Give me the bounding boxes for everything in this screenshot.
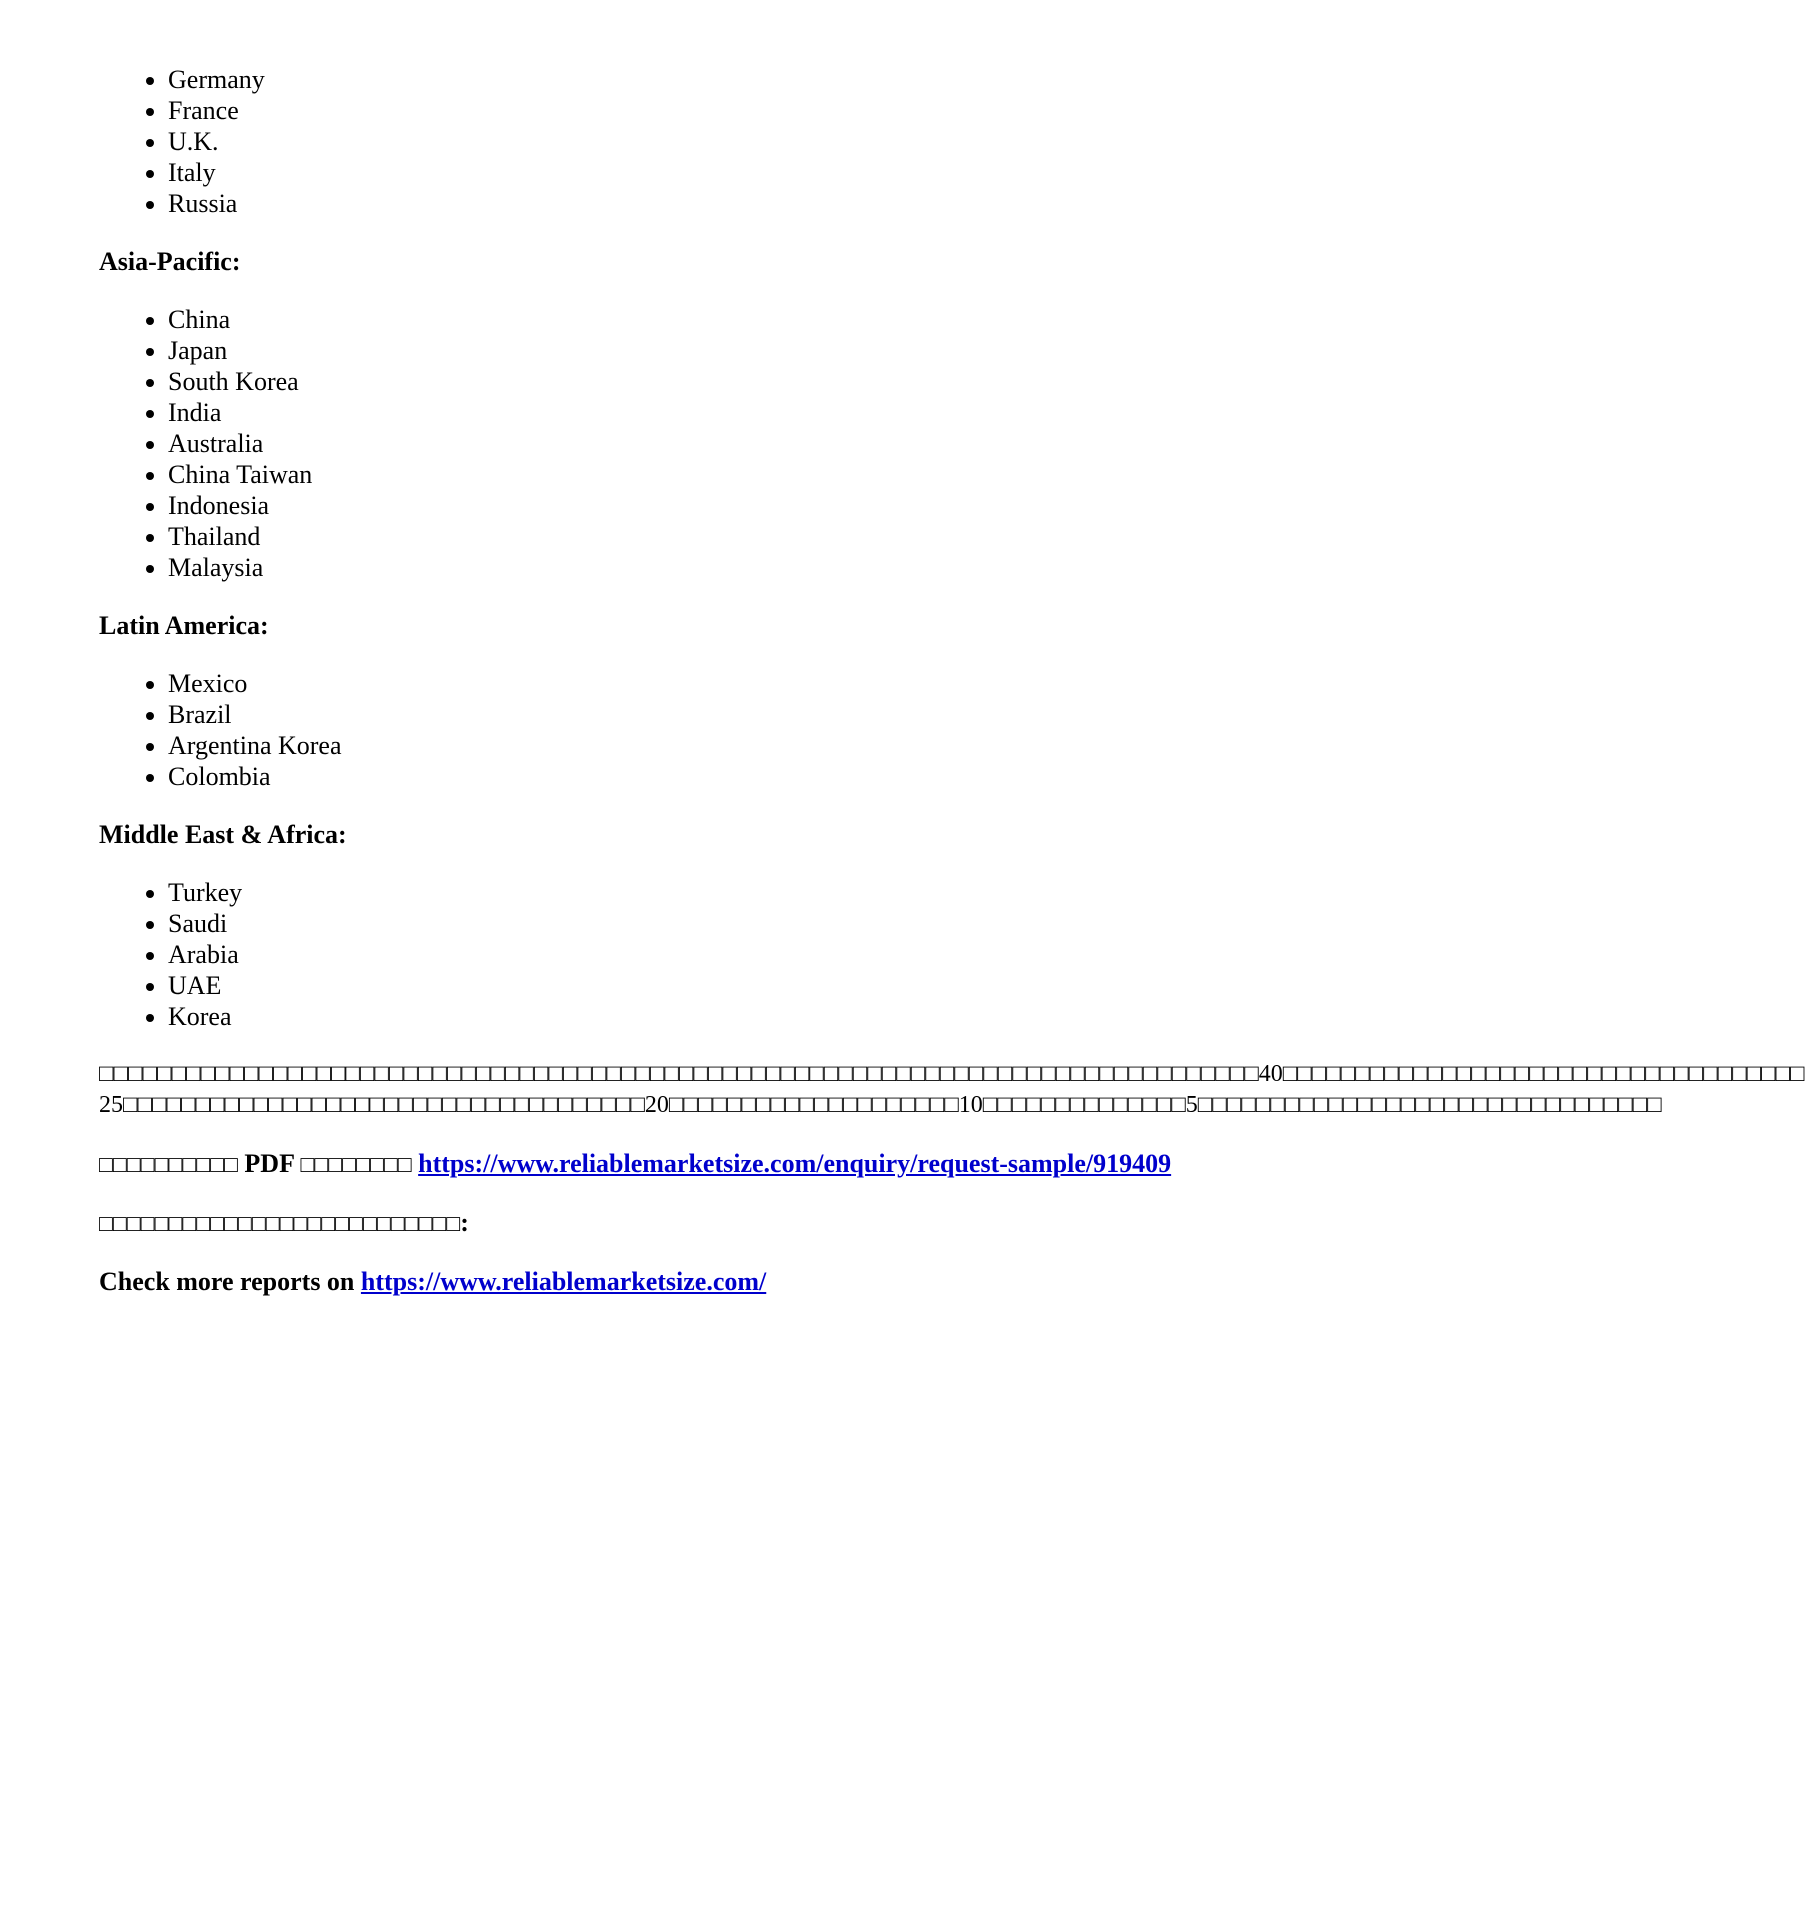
list-item: • U.K. <box>168 126 1269 157</box>
list-item: • Turkey <box>168 877 1269 908</box>
latin-america-heading: Latin America: <box>99 611 269 640</box>
paragraph-line: □□□□□□□□□□□□□□□□□□□□□□□□□□□□□□□□□□□□□□□□□□□□□□□□□□□□□□□□□□□□□□□□□□□□□□□□□□□□□□□□40□□□□□□□□□□□□□□□□□□□□□□□□□□□□□□□□□□□□ <box>99 1061 1805 1087</box>
sample-request-prefix: □□□□□□□□□□ <box>99 1152 238 1177</box>
list-item: • Malaysia <box>168 552 1269 583</box>
middle-east-africa-country-list <box>99 877 1269 1032</box>
list-item: • Arabia <box>168 939 1269 970</box>
list-item: • Indonesia <box>168 490 1269 521</box>
list-item: • China <box>168 304 1269 335</box>
inquiry-marks: □□□□□□□□□□□□□□□□□□□□□□□□□□ <box>99 1211 461 1236</box>
document-page <box>99 64 1805 1297</box>
list-item: • Russia <box>168 188 1269 219</box>
list-item: • Mexico <box>168 668 1269 699</box>
paragraph-line: 25□□□□□□□□□□□□□□□□□□□□□□□□□□□□□□□□□□□□20□□□□□□□□□□□□□□□□□□□□10□□□□□□□□□□□□□□5□□□□□□□□□□□□□□□□□□□□□□□□□□□□□□□□ <box>99 1092 1662 1118</box>
list-item: • Japan <box>168 335 1269 366</box>
sample-request-line <box>99 1148 1269 1180</box>
asia-pacific-country-list <box>99 304 1269 583</box>
list-item: • Thailand <box>168 521 1269 552</box>
more-reports-link[interactable]: https://www.reliablemarketsize.com/ <box>360 1267 767 1296</box>
list-item: • Colombia <box>168 761 1269 792</box>
body-paragraph <box>99 1059 1805 1121</box>
list-item: • UAE <box>168 970 1269 1001</box>
list-item: • Korea <box>168 1001 1269 1032</box>
list-item: • Italy <box>168 157 1269 188</box>
more-reports-label: Check more reports on <box>99 1267 355 1296</box>
list-item: • Argentina Korea <box>168 730 1269 761</box>
sample-request-middle: □□□□□□□□ <box>300 1152 412 1177</box>
latin-america-country-list <box>99 668 1269 792</box>
list-item: • Brazil <box>168 699 1269 730</box>
list-item: • South Korea <box>168 366 1269 397</box>
inquiry-line <box>99 1207 1269 1239</box>
pdf-label: PDF <box>244 1149 294 1178</box>
more-reports-line <box>99 1266 1269 1297</box>
list-item: • Australia <box>168 428 1269 459</box>
inquiry-colon: : <box>460 1208 469 1237</box>
list-item: • Saudi <box>168 908 1269 939</box>
europe-country-list <box>99 64 1269 219</box>
sample-request-link[interactable]: https://www.reliablemarketsize.com/enquiry/request-sample/919409 <box>418 1149 1172 1178</box>
list-item: • India <box>168 397 1269 428</box>
asia-pacific-heading: Asia-Pacific: <box>99 247 241 276</box>
list-item: • Germany <box>168 64 1269 95</box>
list-item: • China Taiwan <box>168 459 1269 490</box>
list-item: • France <box>168 95 1269 126</box>
middle-east-africa-heading: Middle East & Africa: <box>99 820 347 849</box>
